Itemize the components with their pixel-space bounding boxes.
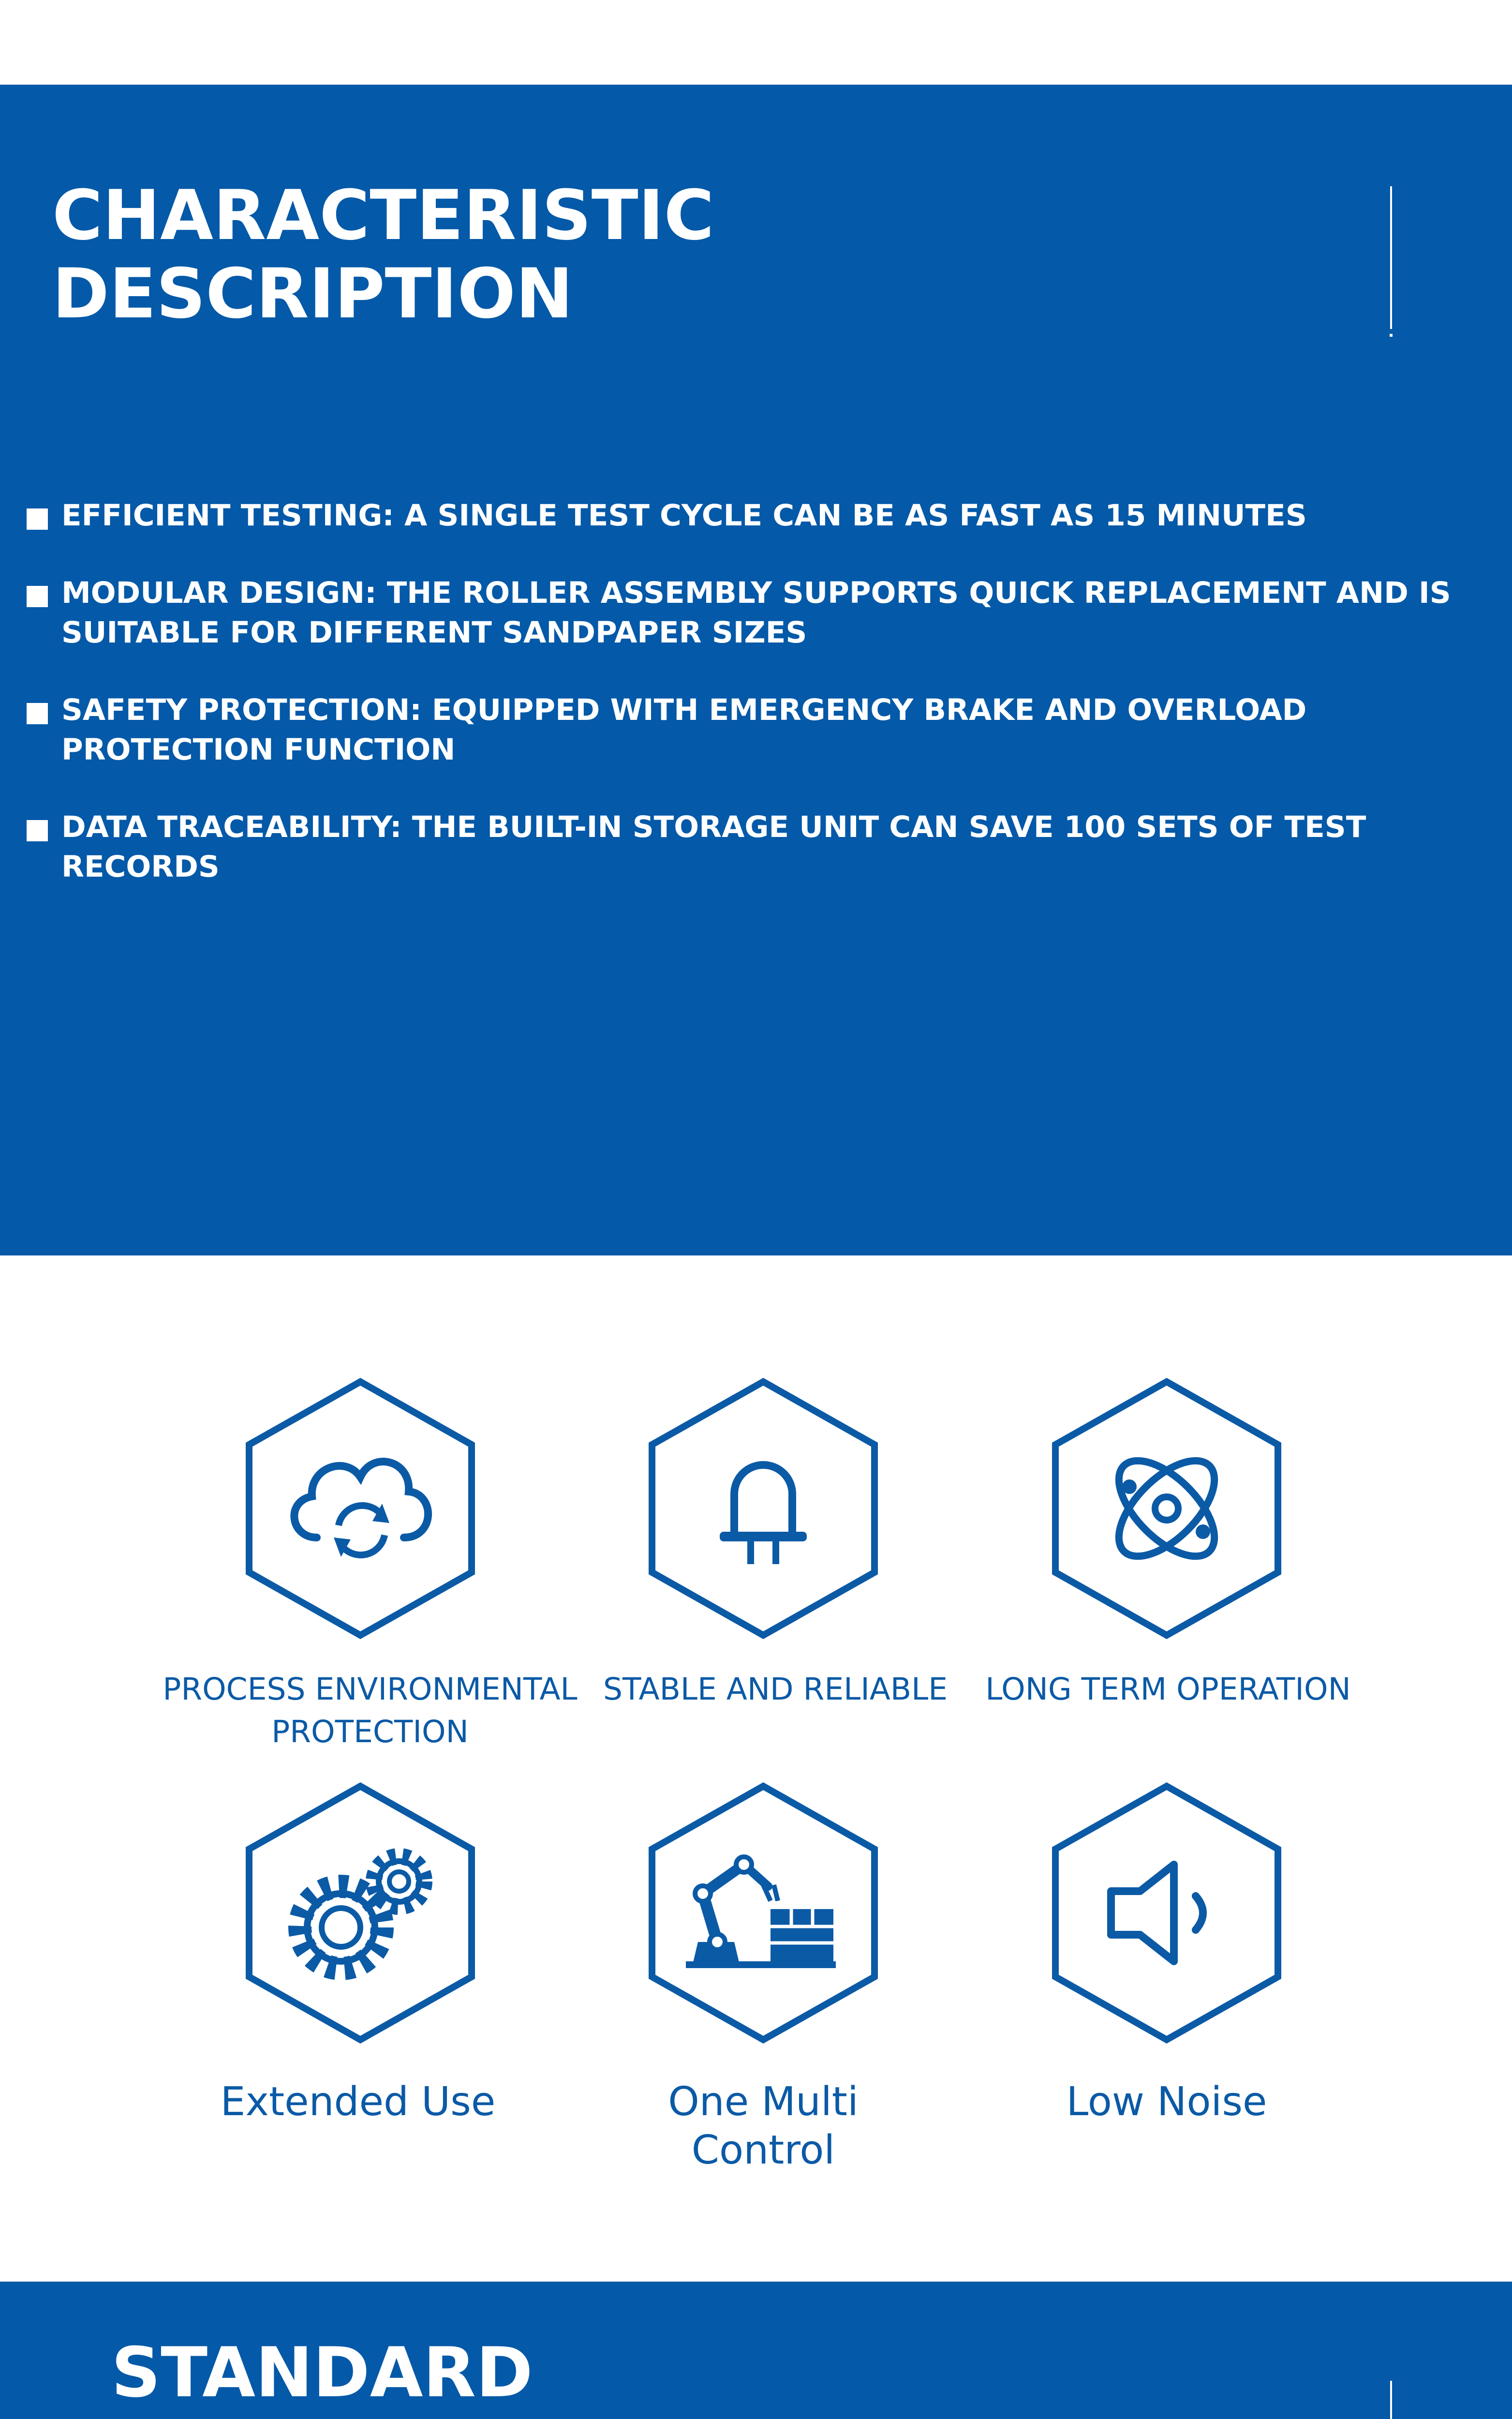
characteristic-list [27,496,1473,887]
title-divider-line [1390,186,1392,329]
characteristic-item: SAFETY PROTECTION: EQUIPPED WITH EMERGENCY BRAKE AND OVERLOAD PROTECTION FUNCTION [27,690,1473,770]
bulb-icon [647,1378,879,1639]
square-bullet-icon [27,703,48,724]
square-bullet-icon [27,508,48,530]
feature-label: Extended Use [220,2079,496,2125]
gears-icon [244,1782,476,2044]
standard-section [0,2282,1512,2419]
square-bullet-icon [27,586,48,607]
title-divider-dot [1390,334,1393,337]
standard-title: STANDARD [111,2333,533,2413]
characteristic-item: EFFICIENT TESTING: A SINGLE TEST CYCLE CAN BE AS FAST AS 15 MINUTES [27,496,1473,536]
robot-arm-icon [647,1782,879,2044]
feature-label: STABLE AND RELIABLE [603,1672,948,1707]
characteristic-item: DATA TRACEABILITY: THE BUILT-IN STORAGE UNIT CAN SAVE 100 SETS OF TEST RECORDS [27,807,1473,887]
feature-label: One Multi Control [668,2079,859,2173]
speaker-icon [1051,1782,1283,2044]
title-divider-line [1390,2381,1392,2419]
atom-icon [1051,1378,1283,1639]
section-title-line2: DESCRIPTION [52,254,573,334]
feature-label: Low Noise [1066,2079,1267,2125]
feature-label: PROCESS ENVIRONMENTAL PROTECTION [163,1672,578,1749]
section-title-line1: CHARACTERISTIC [52,176,714,255]
square-bullet-icon [27,820,48,841]
cloud-sync-icon [244,1378,476,1639]
characteristic-item: MODULAR DESIGN: THE ROLLER ASSEMBLY SUPPORTS QUICK REPLACEMENT AND IS SUITABLE FOR DIFFERENT SANDPAPER SIZES [27,573,1473,653]
feature-label: LONG TERM OPERATION [985,1672,1351,1707]
